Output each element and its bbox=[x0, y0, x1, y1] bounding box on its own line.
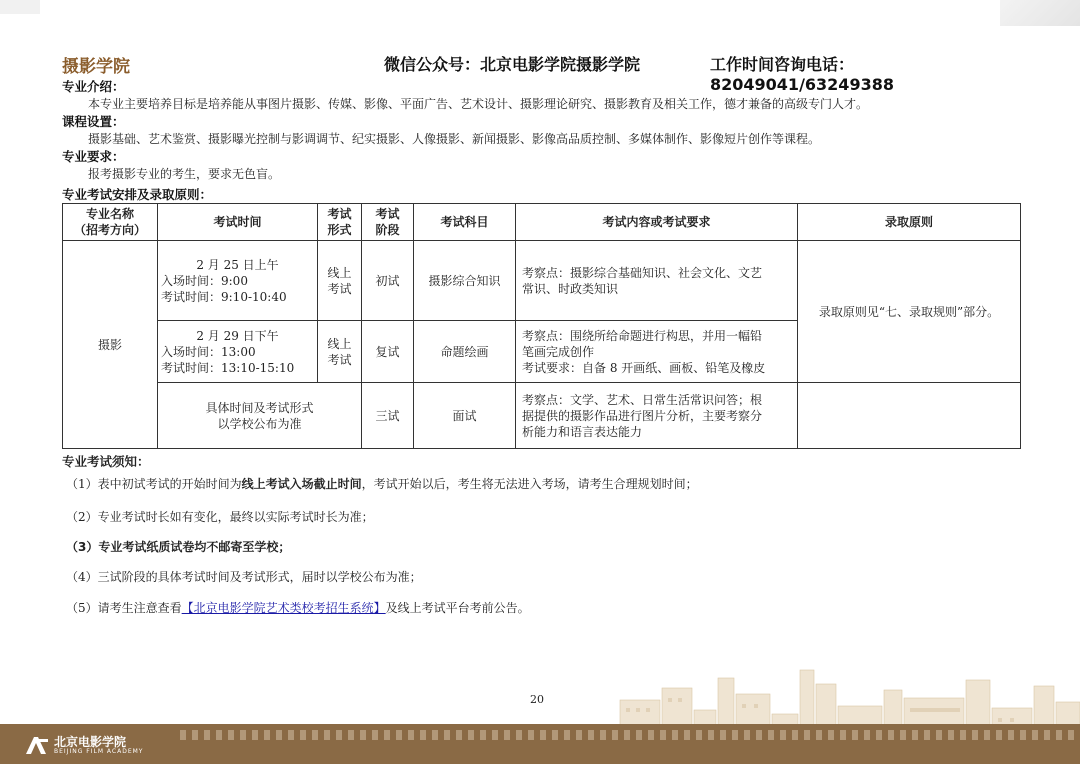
requirement-body: 报考摄影专业的考生，要求无色盲。 bbox=[88, 167, 281, 181]
admission-system-link[interactable]: 【北京电影学院艺术类校考招生系统】 bbox=[181, 601, 386, 615]
table-row bbox=[63, 241, 1021, 321]
header-content: 考试内容或考试要求 bbox=[516, 204, 798, 241]
brand-title: 摄影学院 bbox=[62, 57, 130, 77]
cell-principle-empty bbox=[798, 383, 1021, 449]
course-body: 摄影基础、艺术鉴赏、摄影曝光控制与影调调节、纪实摄影、人像摄影、新闻摄影、影像高品质控制、多媒体制作、影像短片创作等课程。 bbox=[88, 132, 821, 146]
intro-body: 本专业主要培养目标是培养能从事图片摄影、传媒、影像、平面广告、艺术设计、摄影理论研究、摄影教育及相关工作，德才兼备的高级专门人才。 bbox=[88, 97, 869, 111]
note-3: （3）专业考试纸质试卷均不邮寄至学校； bbox=[66, 540, 291, 554]
header-principle: 录取原则 bbox=[798, 204, 1021, 241]
cell-stage-round2: 复试 bbox=[362, 321, 414, 383]
header-subject: 考试科目 bbox=[414, 204, 516, 241]
cell-content-round1: 考察点：摄影综合基础知识、社会文化、文艺 常识、时政类知识 bbox=[516, 241, 798, 321]
header-major: 专业名称 （招考方向） bbox=[63, 204, 158, 241]
academy-logo-icon bbox=[24, 734, 50, 756]
exam-schedule-table bbox=[62, 203, 1021, 449]
cell-form-round1: 线上 考试 bbox=[318, 241, 362, 321]
header-form: 考试 形式 bbox=[318, 204, 362, 241]
corner-decoration-left bbox=[0, 0, 40, 14]
cell-subject-round3: 面试 bbox=[414, 383, 516, 449]
intro-heading: 专业介绍： bbox=[62, 79, 125, 94]
cell-subject-round2: 命题绘画 bbox=[414, 321, 516, 383]
note-4: （4）三试阶段的具体考试时间及考试形式，届时以学校公布为准； bbox=[66, 570, 422, 584]
requirement-heading: 专业要求： bbox=[62, 149, 125, 164]
academy-logo-cn: 北京电影学院 bbox=[54, 735, 127, 749]
table-header-row bbox=[63, 204, 1021, 241]
header-stage: 考试 阶段 bbox=[362, 204, 414, 241]
cell-time-round2: 2 月 29 日下午 入场时间：13:00 考试时间：13:10-15:10 bbox=[158, 321, 318, 383]
cell-stage-round1: 初试 bbox=[362, 241, 414, 321]
film-strip-decoration bbox=[180, 730, 1080, 740]
page-number: 20 bbox=[530, 693, 544, 706]
note-5: （5）请考生注意查看【北京电影学院艺术类校考招生系统】及线上考试平台考前公告。 bbox=[66, 601, 530, 615]
cell-time-round1: 2 月 25 日上午 入场时间：9:00 考试时间：9:10-10:40 bbox=[158, 241, 318, 321]
cell-form-round2: 线上 考试 bbox=[318, 321, 362, 383]
cell-content-round2: 考察点：围绕所给命题进行构思，并用一幅铅 笔画完成创作 考试要求：自备 8 开画纸、画板、铅笔及橡皮 bbox=[516, 321, 798, 383]
cell-time-round3: 具体时间及考试形式 以学校公布为准 bbox=[158, 383, 362, 449]
header-time: 考试时间 bbox=[158, 204, 318, 241]
cell-content-round3: 考察点：文学、艺术、日常生活常识问答；根 据提供的摄影作品进行图片分析，主要考察分 析能力和语言表达能力 bbox=[516, 383, 798, 449]
notes-heading: 专业考试须知： bbox=[62, 454, 150, 469]
academy-logo-en: BEIJING FILM ACADEMY bbox=[54, 748, 144, 755]
course-heading: 课程设置： bbox=[62, 114, 125, 129]
corner-decoration-right bbox=[1000, 0, 1080, 26]
contact-phone: 工作时间咨询电话：82049041/63249388 bbox=[710, 55, 894, 94]
wechat-account: 微信公众号：北京电影学院摄影学院 bbox=[384, 55, 641, 74]
note-1: （1）表中初试考试的开始时间为线上考试入场截止时间，考试开始以后，考生将无法进入考场，请考生合理规划时间； bbox=[66, 477, 698, 491]
cell-subject-round1: 摄影综合知识 bbox=[414, 241, 516, 321]
arrangement-heading: 专业考试安排及录取原则： bbox=[62, 187, 213, 202]
table-row bbox=[63, 383, 1021, 449]
cell-stage-round3: 三试 bbox=[362, 383, 414, 449]
cell-major: 摄影 bbox=[63, 241, 158, 449]
note-2: （2）专业考试时长如有变化，最终以实际考试时长为准； bbox=[66, 510, 374, 524]
cell-principle: 录取原则见“七、录取规则”部分。 bbox=[798, 241, 1021, 383]
